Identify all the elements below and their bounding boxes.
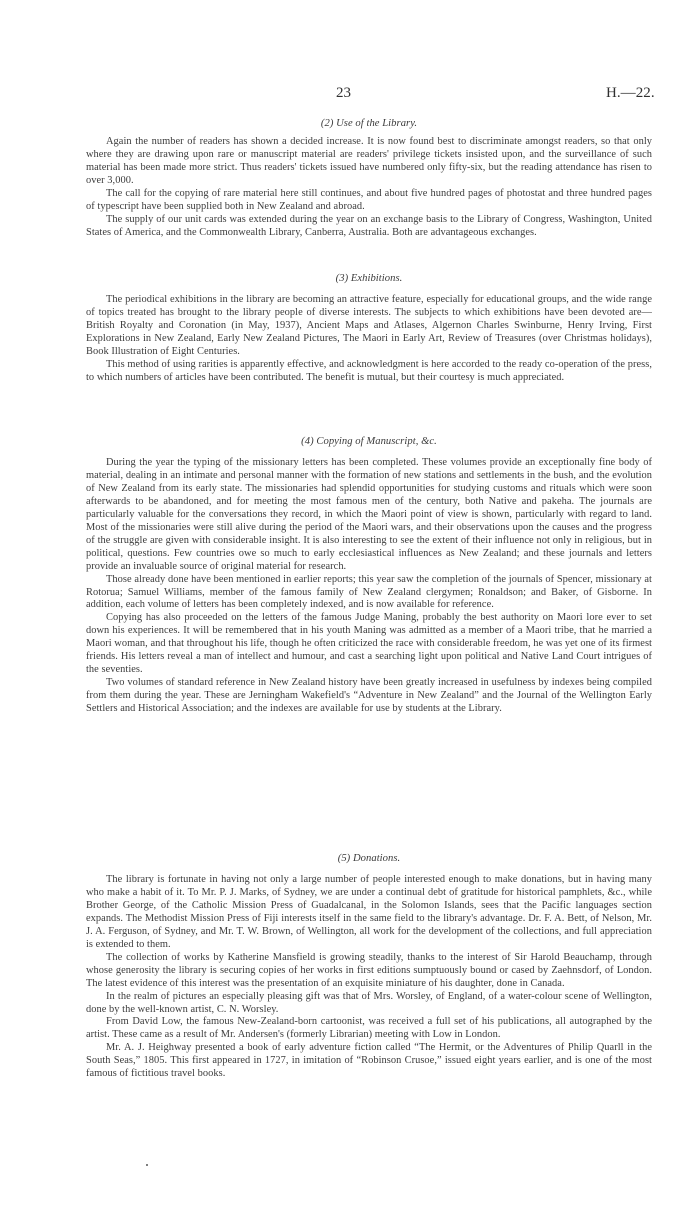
section-heading: (3) Exhibitions. (335, 273, 403, 284)
paragraph: Two volumes of standard reference in New Zealand history have been greatly increased in usefulness by indexes being compiled from them during the year. These are Jerningham Wakefield's “Adventure in New Zealand” and the Journal of the Wellington Early Settlers and Historical Association; and the indexes are available for use by students at the Library. (86, 677, 652, 715)
paragraph: Mr. A. J. Heighway presented a book of early adventure fiction called “The Hermit, or the Adventures of Philip Quarll in the South Seas,” 1805. This first appeared in 1727, in imitation of “Robinson Crusoe,” issued eight years earlier, and is one of the most famous of fictitious travel books. (86, 1042, 652, 1080)
stray-mark (146, 1164, 148, 1166)
section-heading: (4) Copying of Manuscript, &c. (301, 436, 437, 447)
paragraph: From David Low, the famous New-Zealand-born cartoonist, was received a full set of his publications, all autographed by the artist. These came as a result of Mr. Andersen's (formerly Librarian) meeting with Low in London. (86, 1016, 652, 1041)
paragraph: The collection of works by Katherine Mansfield is growing steadily, thanks to the interest of Sir Harold Beauchamp, through whose generosity the library is securing copies of her works in first editions sumptuously bound or cased by Zaehnsdorf, of London. The latest evidence of this interest was the presentation of an exquisite miniature of his daughter, done in Canada. (86, 951, 652, 989)
paragraph: The call for the copying of rare material here still continues, and about five hundred pages of photostat and three hundred pages of typescript have been supplied both in New Zealand and abroad. (86, 187, 652, 212)
section-use-of-library (86, 117, 652, 240)
paragraph: During the year the typing of the missionary letters has been completed. These volumes provide an exceptionally fine body of material, dealing in an intimate and personal manner with the formation of new stations and settlements in the bush, and the evolution of New Zealand from its early state. The missionaries had splendid opportunities for studying customs and rituals which were soon afterwards to be abandoned, and for meeting the most famous men of the century, both Native and pakeha. The journals are particularly valuable for the conversations they record, in which the Maori point of view is shown, particularly with regard to land. Most of the missionaries were still alive during the period of the Maori wars, and their observations upon the causes and the progress of the struggle are given with considerable insight. It is also interesting to see the extent of their influence not only in religious, but in political, questions. Few countries owe so much to early ecclesiastical influences as New Zealand; and these journals and letters provide an invaluable source of original material for research. (86, 457, 652, 572)
section-heading: (2) Use of the Library. (320, 118, 418, 129)
paragraph: Copying has also proceeded on the letters of the famous Judge Maning, probably the best authority on Maori lore ever to set down his experiences. It will be remembered that in his youth Maning was admitted as a member of a Maori tribe, that he married a Maori woman, and that throughout his life, though he often criticized the race with considerable freedom, he was yet one of its firmest friends. His letters reveal a man of intellect and humour, and cast a searching light upon political and Native Land Court intrigues of the seventies. (86, 612, 652, 676)
page-reference: H.—22. (606, 85, 655, 101)
section-copying-of-manuscript (86, 435, 652, 716)
section-donations (86, 852, 652, 1081)
paragraph: The supply of our unit cards was extended during the year on an exchange basis to the Library of Congress, Washington, United States of America, and the Commonwealth Library, Canberra, Australia. Both are advantageous exchanges. (86, 213, 652, 238)
paragraph: In the realm of pictures an especially pleasing gift was that of Mrs. Worsley, of England, of a water-colour scene of Wellington, done by the well-known artist, C. N. Worsley. (86, 990, 652, 1015)
page-number: 23 (336, 85, 352, 101)
section-heading: (5) Donations. (337, 853, 401, 864)
paragraph: This method of using rarities is apparently effective, and acknowledgment is here accorded to the ready co-operation of the press, to which numbers of articles have been contributed. The benefit is mutual, but their courtesy is much appreciated. (86, 358, 652, 383)
paragraph: The library is fortunate in having not only a large number of people interested enough to make donations, but in having many who make a habit of it. To Mr. P. J. Marks, of Sydney, we are under a continual debt of gratitude for historical pamphlets, &c., while Brother George, of the Catholic Mission Press of Guadalcanal, in the Solomon Islands, sees that the Pacific languages section expands. The Methodist Mission Press of Fiji interests itself in the same field to the library's advantage. Dr. F. A. Bett, of Nelson, Mr. J. A. Ferguson, of Sydney, and Mr. T. W. Brown, of Wellington, all work for the development of the collections, and full appreciation is extended to them. (86, 874, 652, 950)
paragraph: Again the number of readers has shown a decided increase. It is now found best to discriminate amongst readers, so that only where they are drawing upon rare or manuscript material are readers' privilege tickets insisted upon, and the surveillance of such material has been made more strict. Thus readers' tickets issued have numbered only fifty-six, but the reading attendance has risen to over 3,000. (86, 136, 652, 186)
paragraph: The periodical exhibitions in the library are becoming an attractive feature, especially for educational groups, and the wide range of topics treated has brought to the library people of diverse interests. The subjects to which exhibitions have been devoted are—British Royalty and Coronation (in May, 1937), Ancient Maps and Atlases, Algernon Charles Swinburne, Henry Irving, First Explorations in New Zealand, Early New Zealand Pictures, The Maori in Early Art, Review of Treasures (over Christmas holidays), Book Illustration of Eight Centuries. (86, 294, 652, 357)
paragraph: Those already done have been mentioned in earlier reports; this year saw the completion of the journals of Spencer, missionary at Rotorua; Samuel Williams, member of the famous family of New Zealand clergymen; Ronaldson; and Baker, of Gisborne. In addition, each volume of letters has been completely indexed, and is now available for reference. (86, 573, 652, 611)
section-exhibitions (86, 272, 652, 385)
